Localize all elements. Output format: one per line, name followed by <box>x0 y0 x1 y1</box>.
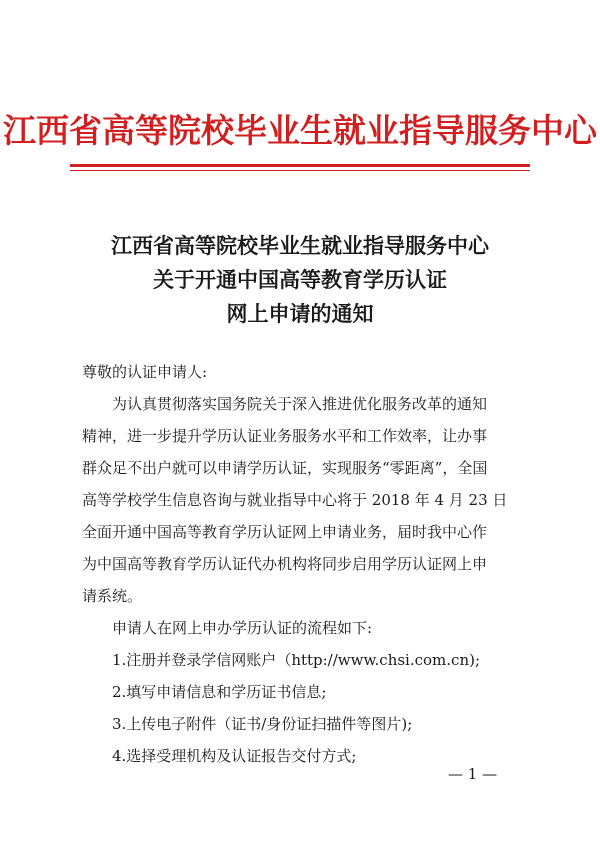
step-item: 2.填写申请信息和学历证书信息; <box>112 683 327 701</box>
header-rule-thick <box>70 164 530 167</box>
header-rule-thin <box>70 170 530 171</box>
flow-intro: 申请人在网上申办学历认证的流程如下: <box>112 619 373 637</box>
doc-title-line-2: 关于开通中国高等教育学历认证 <box>153 267 447 292</box>
doc-title-line-1: 江西省高等院校毕业生就业指导服务中心 <box>111 233 489 258</box>
salutation: 尊敬的认证申请人: <box>82 363 208 381</box>
step-item: 1.注册并登录学信网账户（http://www.chsi.com.cn); <box>112 651 481 669</box>
paragraph-line: 为认真贯彻落实国务院关于深入推进优化服务改革的通知 <box>112 395 488 413</box>
page-number: — 1 — <box>448 765 498 783</box>
paragraph-line: 高等学校学生信息咨询与就业指导中心将于 2018 年 4 月 23 日 <box>82 491 508 509</box>
paragraph-line: 请系统。 <box>82 587 143 605</box>
paragraph-line: 精神，进一步提升学历认证业务服务水平和工作效率，让办事 <box>82 427 488 445</box>
paragraph-line: 为中国高等教育学历认证代办机构将同步启用学历认证网上申 <box>82 555 488 573</box>
paragraph-line: 全面开通中国高等教育学历认证网上申请业务，届时我中心作 <box>82 523 488 541</box>
step-item: 4.选择受理机构及认证报告交付方式; <box>112 747 357 765</box>
doc-title-line-3: 网上申请的通知 <box>226 301 374 326</box>
org-header-title: 江西省高等院校毕业生就业指导服务中心 <box>3 111 597 150</box>
step-item: 3.上传电子附件（证书/身份证扫描件等图片); <box>112 715 413 733</box>
paragraph-line: 群众足不出户就可以申请学历认证，实现服务“零距离”，全国 <box>82 459 488 477</box>
